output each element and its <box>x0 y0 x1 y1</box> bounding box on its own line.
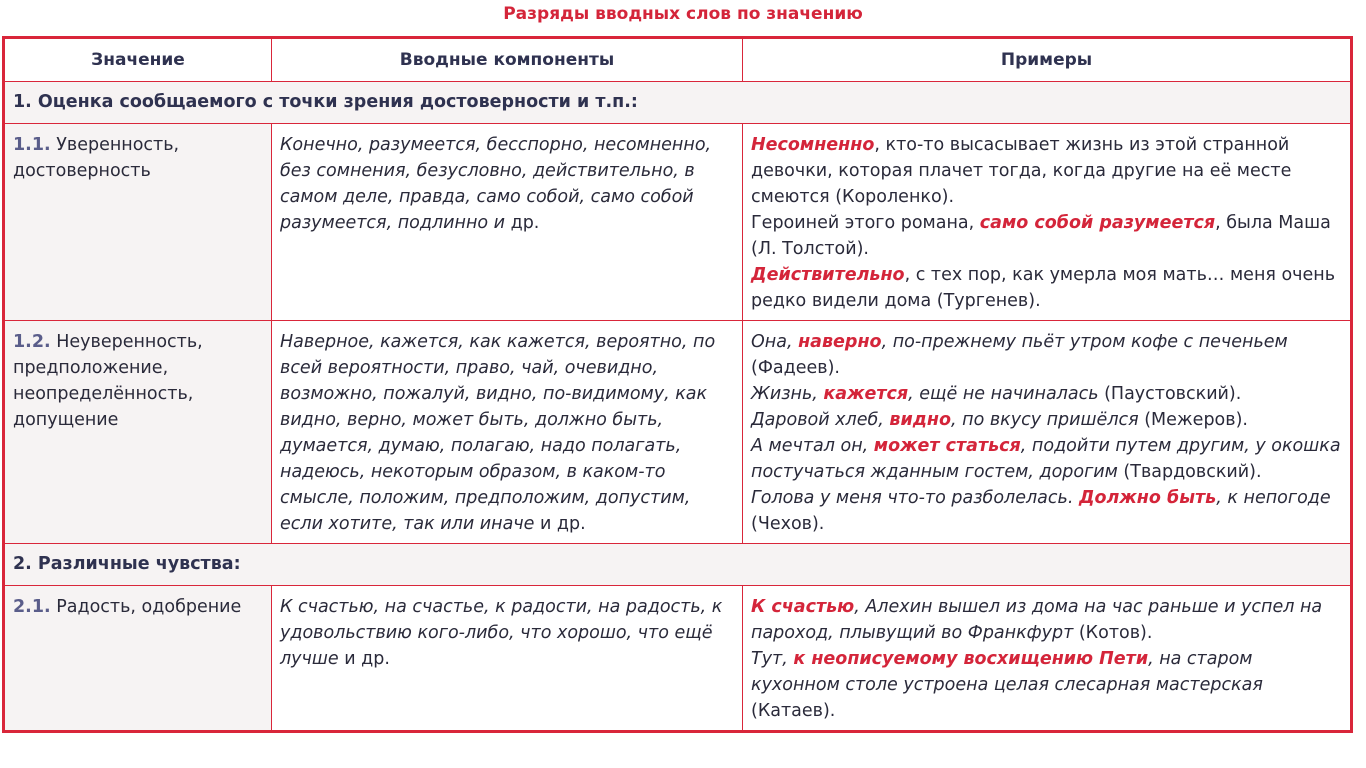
table-row <box>4 124 1352 321</box>
components-cell <box>272 586 743 732</box>
example-source: (Чехов). <box>751 514 825 534</box>
example-text: Голова у меня что-то разболелась. <box>751 488 1079 508</box>
row-number: 2.1. <box>13 597 51 617</box>
components-tail: и др. <box>338 649 390 669</box>
example-text: , ещё не начиналась <box>908 384 1099 404</box>
meaning-text: Неуверенность, предположение, неопределённость, допущение <box>13 332 203 430</box>
components-cell <box>272 321 743 544</box>
example <box>751 329 1342 381</box>
highlighted-word: наверно <box>798 332 882 352</box>
example-text: Жизнь, <box>751 384 824 404</box>
components-text: Наверное, кажется, как кажется, вероятно, по всей вероятности, право, чай, очевидно, возможно, пожалуй, видно, по-видимому, как видно, верно, может быть, должно быть, думается, думаю, полагаю, надо полагать, надеюсь, некоторым образом, в каком-то смысле, положим, предположим, допустим, если хотите, так или иначе <box>280 332 716 534</box>
example-text: , кто-то высасывает жизнь из этой странной девочки, которая плачет тогда, когда другие на её месте смеются (Короленко). <box>751 135 1292 207</box>
highlighted-word: кажется <box>823 384 909 404</box>
example-text: , к непогоде <box>1216 488 1331 508</box>
example <box>751 646 1342 724</box>
highlighted-word: Действительно <box>751 265 905 285</box>
meaning-cell <box>4 321 272 544</box>
example-text: Она, <box>751 332 799 352</box>
example-source: (Котов). <box>1073 623 1153 643</box>
example <box>751 210 1342 262</box>
example-text: , была Маша (Л. Толстой). <box>751 213 1331 259</box>
components-text: К счастью, на счастье, к радости, на радость, к удовольствию кого-либо, что хорошо, что ещё лучше <box>280 597 723 669</box>
meaning-text: Уверенность, достоверность <box>13 135 180 181</box>
example-text: Тут, <box>751 649 794 669</box>
section-title-1: 1. Оценка сообщаемого с точки зрения достоверности и т.п.: <box>4 82 1352 124</box>
example-text: , с тех пор, как умерла моя мать… меня очень редко видели дома (Тургенев). <box>751 265 1336 311</box>
example <box>751 132 1342 210</box>
examples-cell <box>743 586 1352 732</box>
example-text: Героиней этого романа, <box>751 213 980 233</box>
examples-cell <box>743 321 1352 544</box>
example-source: (Межеров). <box>1138 410 1248 430</box>
section-title-2: 2. Различные чувства: <box>4 544 1352 586</box>
page-title: Разряды вводных слов по значению <box>503 4 863 24</box>
table-row <box>4 321 1352 544</box>
example-text: А мечтал он, <box>751 436 874 456</box>
example <box>751 262 1342 314</box>
example-text: , по-прежнему пьёт утром кофе с печеньем <box>881 332 1288 352</box>
components-text: Конечно, разумеется, бесспорно, несомненно, без сомнения, безусловно, действительно, в самом деле, правда, само собой, само собой разумеется, подлинно и <box>280 135 712 233</box>
example-text: , по вкусу пришёлся <box>951 410 1139 430</box>
example-source: (Катаев). <box>751 701 836 721</box>
example <box>751 407 1342 433</box>
example-text: , на старом кухонном столе устроена целая слесарная мастерская <box>751 649 1263 695</box>
highlighted-word: к неописуемому восхищению Пети <box>793 649 1149 669</box>
components-tail: др. <box>505 213 540 233</box>
example-text: , подойти путем другим, у окошка постучаться жданным гостем, дорогим <box>751 436 1341 482</box>
highlighted-word: само собой разумеется <box>979 213 1216 233</box>
highlighted-word: видно <box>889 410 951 430</box>
example-source: (Твардовский). <box>1117 462 1262 482</box>
highlighted-word: может статься <box>873 436 1021 456</box>
row-number: 1.1. <box>13 135 51 155</box>
example-source: (Паустовский). <box>1098 384 1242 404</box>
components-cell <box>272 124 743 321</box>
highlighted-word: К счастью <box>751 597 855 617</box>
examples-cell <box>743 124 1352 321</box>
meaning-cell <box>4 124 272 321</box>
table-row <box>4 586 1352 732</box>
header-examples: Примеры <box>743 38 1352 82</box>
section-row-1 <box>4 82 1352 124</box>
example <box>751 381 1342 407</box>
example <box>751 433 1342 485</box>
header-components: Вводные компоненты <box>272 38 743 82</box>
example <box>751 485 1342 537</box>
highlighted-word: Несомненно <box>751 135 875 155</box>
section-row-2 <box>4 544 1352 586</box>
meaning-cell <box>4 586 272 732</box>
example-source: (Фадеев). <box>751 358 840 378</box>
example-text: , Алехин вышел из дома на час раньше и успел на пароход, плывущий во Франкфурт <box>751 597 1323 643</box>
header-row <box>4 38 1352 82</box>
example-text: Даровой хлеб, <box>751 410 890 430</box>
example <box>751 594 1342 646</box>
row-number: 1.2. <box>13 332 51 352</box>
header-meaning: Значение <box>4 38 272 82</box>
introductory-words-table <box>2 36 1353 733</box>
highlighted-word: Должно быть <box>1078 488 1217 508</box>
components-tail: и др. <box>534 514 586 534</box>
meaning-text: Радость, одобрение <box>50 597 242 617</box>
